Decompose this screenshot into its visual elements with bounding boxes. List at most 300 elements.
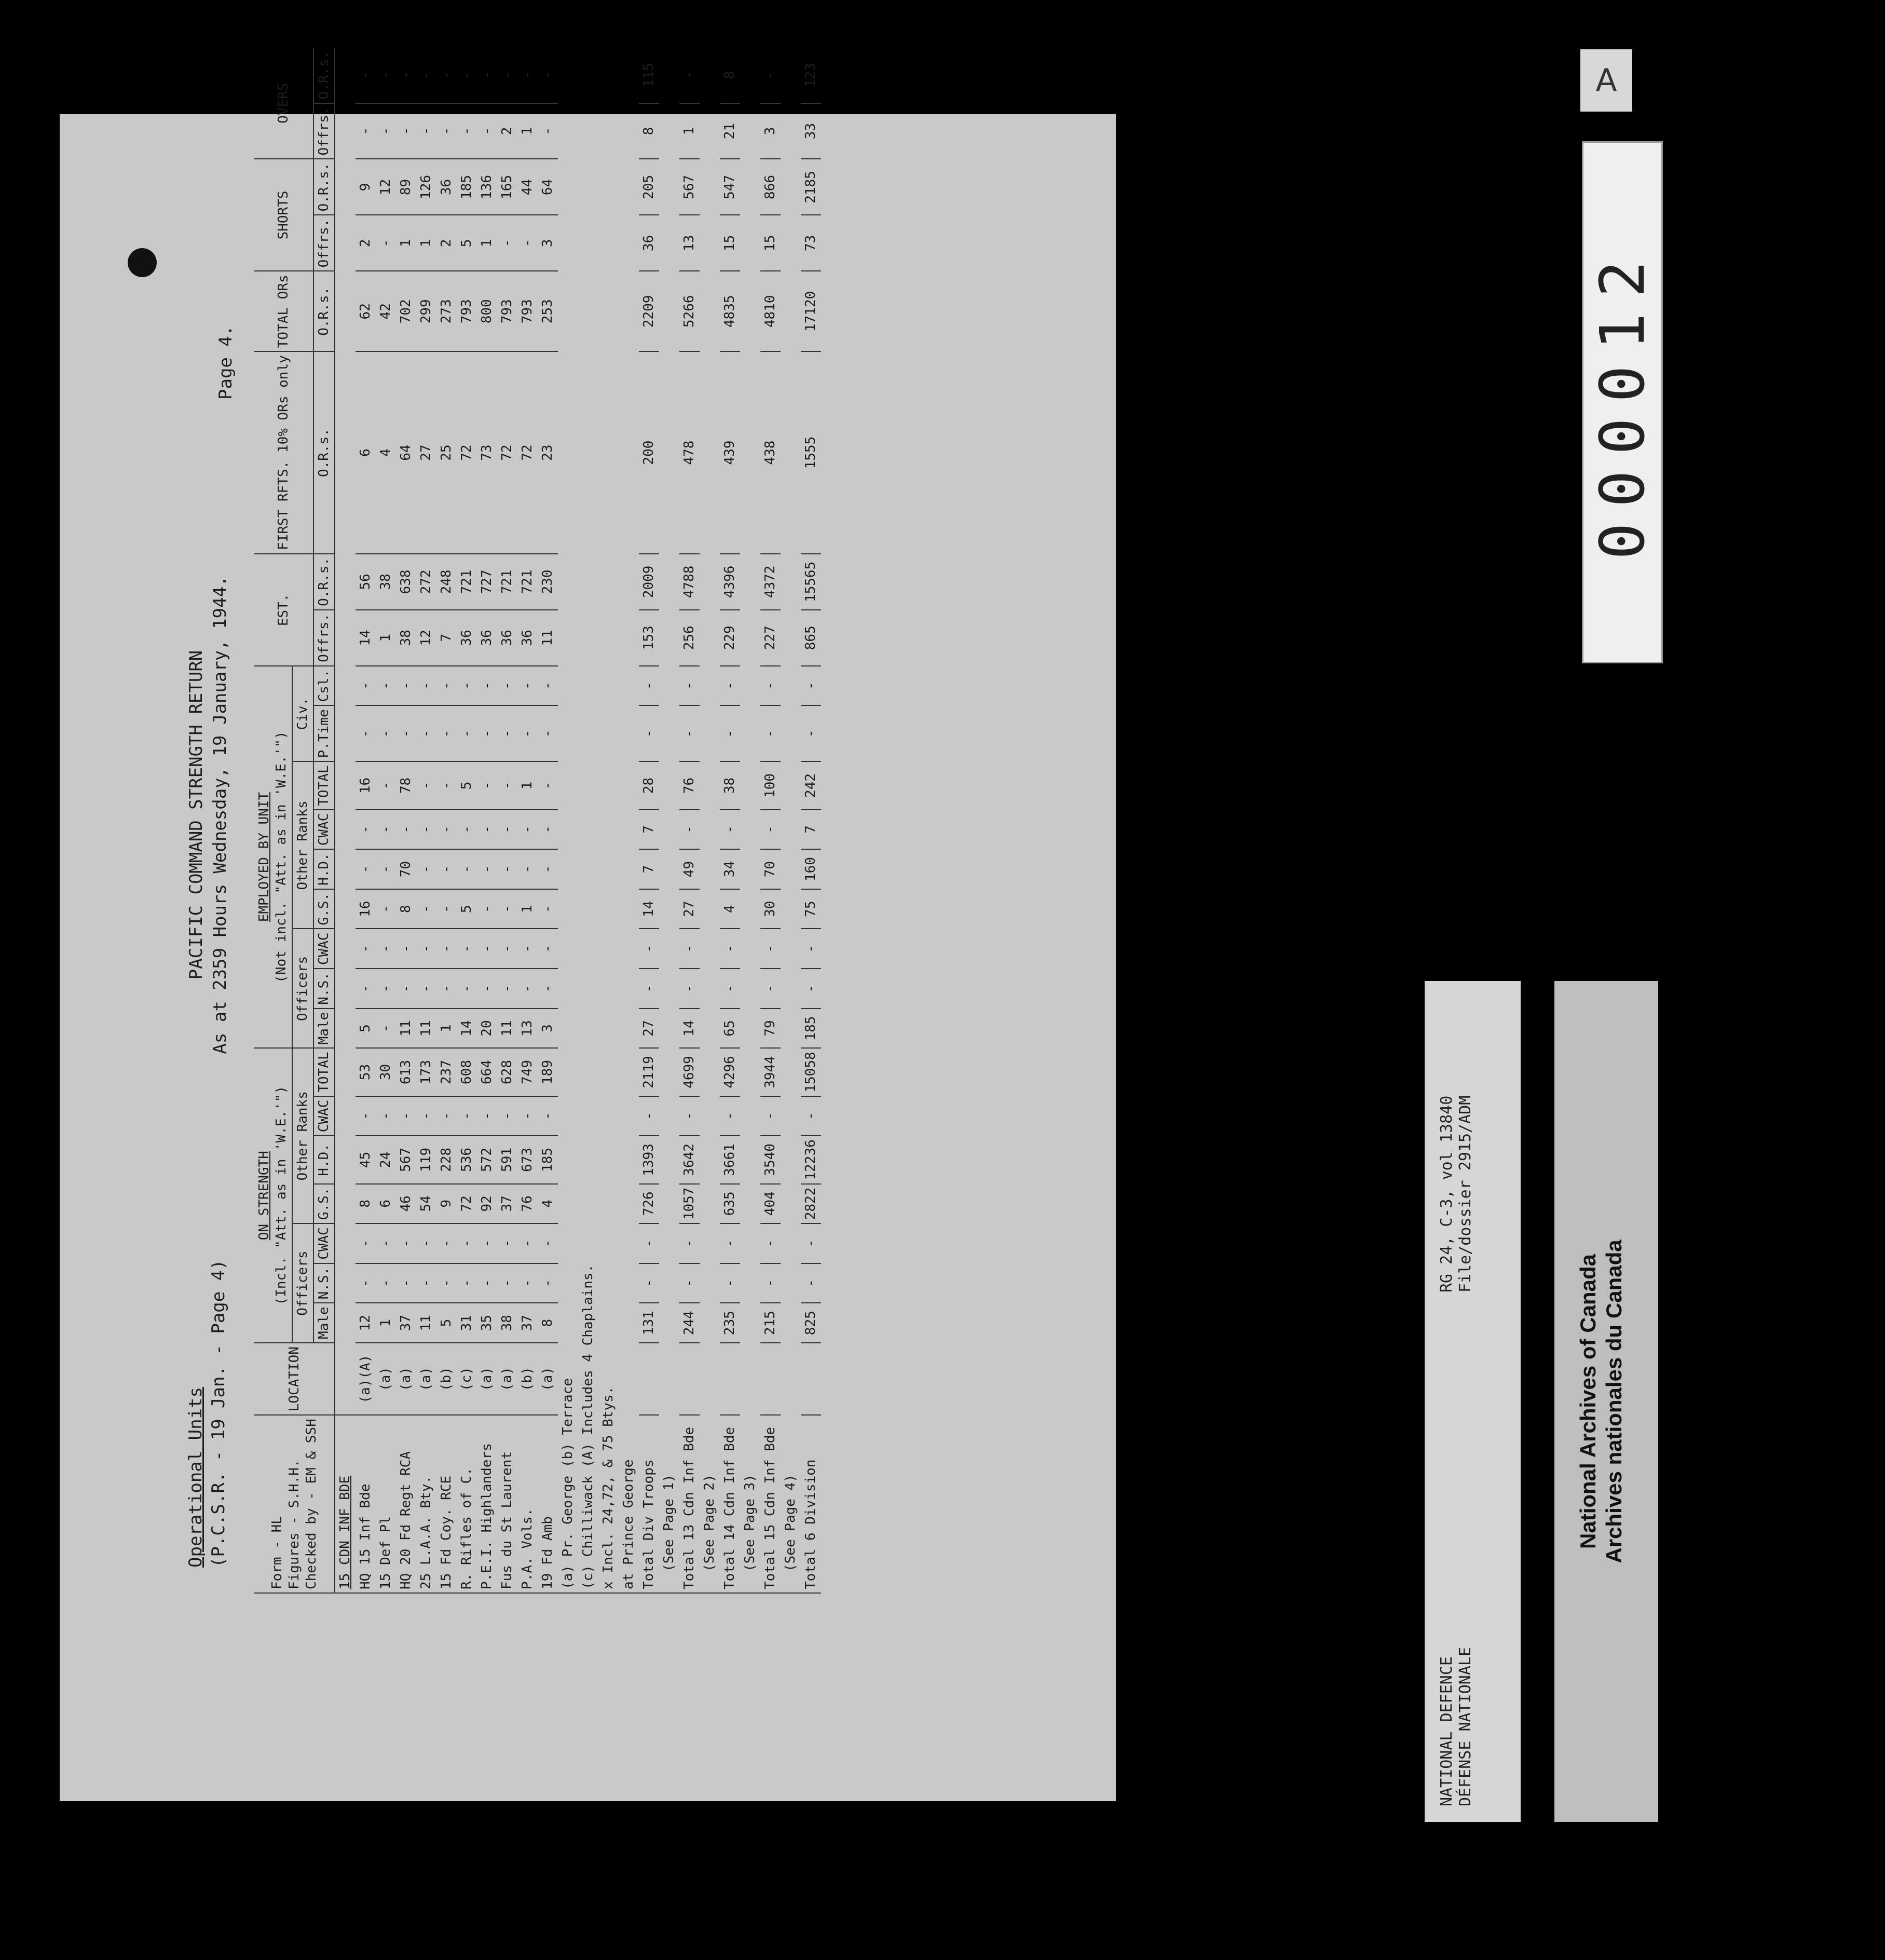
- col-shorts: SHORTS: [254, 159, 313, 271]
- col-hd: H.D.: [313, 1136, 335, 1183]
- unit-row-cell: -: [517, 48, 538, 103]
- total-row-cell: 635: [720, 1184, 740, 1224]
- col-os-officers: Officers: [292, 1223, 313, 1343]
- unit-row-cell: 8: [538, 1303, 558, 1343]
- total-row-cell: -: [720, 1096, 740, 1136]
- header-left-line1: Operational Units: [185, 1387, 206, 1568]
- unit-row-cell: -: [477, 103, 497, 159]
- unit-row-cell: 299: [416, 271, 436, 351]
- unit-row: [477, 48, 497, 1593]
- total-row-cell: 8: [720, 48, 740, 103]
- unit-row-cell: 228: [436, 1136, 457, 1183]
- total-row-cell: -: [679, 969, 700, 1009]
- unit-row-cell: 536: [457, 1136, 477, 1183]
- total-row-cell: 7: [639, 849, 659, 889]
- total-row-label: Total 15 Cdn Inf Bde: [760, 1415, 781, 1593]
- total-row-cell: 27: [639, 1009, 659, 1049]
- total-row-cell: 1057: [679, 1184, 700, 1224]
- unit-row: [396, 48, 416, 1593]
- archive-ref-file: File/dossier 2915/ADM: [1456, 1095, 1474, 1292]
- unit-row-cell: -: [538, 1223, 558, 1263]
- unit-row-cell: -: [497, 705, 517, 761]
- total-row-cell: -: [639, 1223, 659, 1263]
- unit-row-cell: 793: [517, 271, 538, 351]
- total-row-cell: 4396: [720, 554, 740, 610]
- unit-row-cell: -: [416, 849, 436, 889]
- unit-row-cell: -: [497, 929, 517, 969]
- unit-row-cell: -: [477, 1263, 497, 1303]
- unit-row-cell: -: [517, 705, 538, 761]
- note-row: [578, 48, 598, 1593]
- unit-row-cell: 36: [436, 159, 457, 215]
- header-left-line2: (P.C.S.R. - 19 Jan. - Page 4): [208, 1259, 229, 1568]
- unit-row-cell: 36: [517, 610, 538, 666]
- unit-row-cell: -: [436, 1263, 457, 1303]
- unit-row-cell: -: [376, 929, 396, 969]
- unit-row-cell: 230: [538, 554, 558, 610]
- meta-figures: Figures - S.H.H.: [286, 1459, 302, 1589]
- unit-row-cell: -: [376, 849, 396, 889]
- total-row-cell: 5266: [679, 271, 700, 351]
- stamp-tag: A: [1580, 49, 1632, 112]
- archive-dept-en: NATIONAL DEFENCE: [1438, 1656, 1456, 1806]
- unit-row-cell: 173: [416, 1048, 436, 1096]
- unit-row-cell: -: [396, 1263, 416, 1303]
- total-row-cell: 1555: [801, 351, 821, 554]
- unit-row-cell: -: [517, 929, 538, 969]
- col-total-ors: TOTAL ORs: [254, 271, 313, 351]
- unit-row-cell: 56: [356, 554, 376, 610]
- unit-row-cell: 721: [457, 554, 477, 610]
- unit-row-label: P.A. Vols.: [517, 1415, 538, 1593]
- total-row-cell: 70: [760, 849, 781, 889]
- unit-row-location: (b): [436, 1343, 457, 1415]
- unit-row-cell: 1: [396, 215, 416, 271]
- col-offrs: Offrs.: [313, 610, 335, 666]
- total-row: [760, 48, 781, 1593]
- total-row-cell: 547: [720, 159, 740, 215]
- total-row-cell: 4: [720, 889, 740, 929]
- page-number: Page 4.: [215, 325, 236, 400]
- unit-row-cell: 8: [396, 889, 416, 929]
- unit-row-cell: -: [517, 215, 538, 271]
- table-header: [254, 48, 335, 1593]
- page-title: PACIFIC COMMAND STRENGTH RETURN: [186, 650, 207, 980]
- total-row-cell: -: [760, 666, 781, 706]
- unit-row-cell: 185: [538, 1136, 558, 1183]
- unit-row-cell: -: [376, 810, 396, 850]
- unit-row-cell: 8: [356, 1184, 376, 1224]
- total-row-cell: -: [679, 1263, 700, 1303]
- unit-row-cell: -: [477, 1223, 497, 1263]
- unit-row-cell: -: [436, 889, 457, 929]
- total-row-cell: 2119: [639, 1048, 659, 1096]
- total-row-cell: -: [720, 705, 740, 761]
- total-row: [679, 48, 700, 1593]
- unit-row-cell: -: [376, 666, 396, 706]
- col-total: TOTAL: [313, 1048, 335, 1096]
- unit-row-cell: 7: [436, 610, 457, 666]
- unit-row-cell: -: [356, 929, 376, 969]
- unit-row-cell: -: [436, 103, 457, 159]
- unit-row-label: HQ 15 Inf Bde: [356, 1415, 376, 1593]
- total-row-cell: 3661: [720, 1136, 740, 1183]
- col-est: EST.: [254, 554, 313, 666]
- unit-row-cell: -: [436, 1223, 457, 1263]
- unit-row-cell: -: [416, 969, 436, 1009]
- unit-row-cell: -: [538, 103, 558, 159]
- unit-row-cell: 2: [356, 215, 376, 271]
- total-row-cell: 13: [679, 215, 700, 271]
- total-row: [720, 48, 740, 1593]
- unit-row-cell: -: [477, 705, 497, 761]
- unit-row-cell: 248: [436, 554, 457, 610]
- unit-row-cell: 5: [457, 889, 477, 929]
- total-row-cell: -: [801, 1263, 821, 1303]
- total-row-cell: -: [679, 929, 700, 969]
- total-row-cell: -: [801, 666, 821, 706]
- unit-row-cell: 11: [396, 1009, 416, 1049]
- col-ors: O.R.s.: [313, 48, 335, 103]
- total-row-location: [760, 1343, 781, 1415]
- total-row-cell: 229: [720, 610, 740, 666]
- total-row-cell: 185: [801, 1009, 821, 1049]
- unit-row-cell: -: [356, 103, 376, 159]
- unit-row-cell: 72: [457, 351, 477, 554]
- total-row-cell: 227: [760, 610, 781, 666]
- total-sub-row: [740, 48, 760, 1593]
- total-row-location: [801, 1343, 821, 1415]
- unit-row-cell: 64: [538, 159, 558, 215]
- unit-row-cell: -: [396, 48, 416, 103]
- col-male: Male: [313, 1009, 335, 1049]
- unit-row-cell: -: [538, 705, 558, 761]
- total-reference: (See Page 1): [659, 48, 679, 1593]
- unit-row-label: 25 L.A.A. Bty.: [416, 1415, 436, 1593]
- unit-row-cell: -: [436, 48, 457, 103]
- total-sub-row: [781, 48, 801, 1593]
- unit-row-cell: 72: [457, 1184, 477, 1224]
- total-reference: (See Page 3): [740, 48, 760, 1593]
- unit-row-cell: -: [396, 103, 416, 159]
- total-row-cell: 2209: [639, 271, 659, 351]
- unit-row-cell: 2: [497, 103, 517, 159]
- unit-row-cell: -: [356, 48, 376, 103]
- unit-row-cell: -: [477, 889, 497, 929]
- total-row-cell: -: [639, 705, 659, 761]
- total-row-cell: -: [801, 1223, 821, 1263]
- unit-row-cell: 37: [517, 1303, 538, 1343]
- total-row-cell: 478: [679, 351, 700, 554]
- unit-row-cell: 638: [396, 554, 416, 610]
- unit-row-cell: 12: [376, 159, 396, 215]
- unit-row-cell: -: [497, 969, 517, 1009]
- unit-row-location: (a): [396, 1343, 416, 1415]
- unit-row-cell: -: [477, 761, 497, 809]
- col-ns: N.S.: [313, 969, 335, 1009]
- unit-row-cell: -: [376, 761, 396, 809]
- unit-row-cell: -: [517, 1096, 538, 1136]
- unit-row-cell: -: [477, 810, 497, 850]
- unit-row-cell: 78: [396, 761, 416, 809]
- unit-row-cell: 14: [457, 1009, 477, 1049]
- total-row-cell: 160: [801, 849, 821, 889]
- unit-row-cell: -: [477, 849, 497, 889]
- unit-row-label: P.E.I. Highlanders: [477, 1415, 497, 1593]
- unit-row-cell: -: [457, 103, 477, 159]
- total-row-cell: -: [760, 48, 781, 103]
- total-row-cell: 242: [801, 761, 821, 809]
- col-cwac: CWAC: [313, 929, 335, 969]
- unit-row-cell: -: [376, 48, 396, 103]
- unit-row-cell: -: [497, 1223, 517, 1263]
- total-row-cell: 866: [760, 159, 781, 215]
- total-row-cell: 726: [639, 1184, 659, 1224]
- total-row-cell: 131: [639, 1303, 659, 1343]
- table-body: [335, 48, 821, 1593]
- unit-row-cell: 9: [436, 1184, 457, 1224]
- col-gs: G.S.: [313, 889, 335, 929]
- total-row-label: Total 13 Cdn Inf Bde: [679, 1415, 700, 1593]
- total-row-cell: -: [801, 929, 821, 969]
- unit-row-cell: -: [477, 48, 497, 103]
- total-row-cell: -: [679, 666, 700, 706]
- unit-row-cell: -: [436, 849, 457, 889]
- unit-row: [436, 48, 457, 1593]
- unit-row-cell: -: [396, 1223, 416, 1263]
- total-row-cell: -: [639, 666, 659, 706]
- archive-reference-plate: [1425, 981, 1521, 1822]
- unit-row-cell: 126: [416, 159, 436, 215]
- total-row-cell: 200: [639, 351, 659, 554]
- unit-row-cell: 673: [517, 1136, 538, 1183]
- col-ors: O.R.s.: [313, 351, 335, 554]
- unit-row-cell: -: [416, 103, 436, 159]
- unit-row-location: (a): [497, 1343, 517, 1415]
- unit-row-cell: 73: [477, 351, 497, 554]
- unit-row-cell: -: [517, 1263, 538, 1303]
- total-row-cell: 2009: [639, 554, 659, 610]
- unit-row-cell: -: [396, 705, 416, 761]
- total-row-cell: 75: [801, 889, 821, 929]
- total-row-cell: 49: [679, 849, 700, 889]
- unit-row-cell: -: [538, 1263, 558, 1303]
- unit-row-cell: 23: [538, 351, 558, 554]
- unit-row: [416, 48, 436, 1593]
- unit-row-cell: 664: [477, 1048, 497, 1096]
- unit-row-cell: -: [416, 1096, 436, 1136]
- total-row-cell: -: [760, 969, 781, 1009]
- unit-row-cell: -: [457, 929, 477, 969]
- total-row-cell: -: [679, 1096, 700, 1136]
- unit-row-cell: -: [436, 705, 457, 761]
- unit-row-cell: -: [497, 1263, 517, 1303]
- unit-row-cell: -: [416, 1263, 436, 1303]
- unit-row-cell: -: [497, 810, 517, 850]
- footnote: at Prince George: [619, 48, 639, 1593]
- unit-row-cell: 165: [497, 159, 517, 215]
- unit-row-cell: 272: [416, 554, 436, 610]
- page-subtitle: As at 2359 Hours Wednesday, 19 January, 1944.: [210, 576, 230, 1054]
- unit-row-cell: 38: [396, 610, 416, 666]
- unit-row-cell: 1: [477, 215, 497, 271]
- unit-row-cell: -: [497, 48, 517, 103]
- unit-row-label: 15 Fd Coy. RCE: [436, 1415, 457, 1593]
- unit-row-cell: 253: [538, 271, 558, 351]
- unit-row-cell: 1: [376, 610, 396, 666]
- total-row-cell: 3540: [760, 1136, 781, 1183]
- total-row-cell: 7: [639, 810, 659, 850]
- unit-row-location: (a): [416, 1343, 436, 1415]
- total-row-cell: 865: [801, 610, 821, 666]
- unit-row-cell: 62: [356, 271, 376, 351]
- total-row-cell: 4835: [720, 271, 740, 351]
- col-ors: O.R.s.: [313, 554, 335, 610]
- col-overs: OVERS: [254, 48, 313, 159]
- unit-row-cell: 16: [356, 761, 376, 809]
- col-ns: N.S.: [313, 1263, 335, 1303]
- unit-row-cell: -: [376, 1096, 396, 1136]
- unit-row-cell: -: [457, 1223, 477, 1263]
- unit-row-cell: -: [436, 929, 457, 969]
- unit-row-cell: 628: [497, 1048, 517, 1096]
- unit-row-cell: 14: [356, 610, 376, 666]
- unit-row-cell: -: [477, 666, 497, 706]
- footnote: (c) Chilliwack (A) Includes 4 Chaplains.: [578, 48, 598, 1593]
- col-cwac: CWAC: [313, 810, 335, 850]
- total-row-cell: 73: [801, 215, 821, 271]
- total-row-cell: -: [639, 929, 659, 969]
- total-sub-row: [700, 48, 720, 1593]
- total-row-cell: 153: [639, 610, 659, 666]
- unit-row-cell: 608: [457, 1048, 477, 1096]
- total-row-cell: 15058: [801, 1048, 821, 1096]
- unit-row-cell: -: [356, 1263, 376, 1303]
- unit-row-cell: -: [538, 1096, 558, 1136]
- total-row-cell: -: [801, 1096, 821, 1136]
- unit-row-cell: -: [538, 761, 558, 809]
- page-title-block: [184, 478, 232, 1152]
- unit-row-cell: 13: [517, 1009, 538, 1049]
- unit-row-cell: 24: [376, 1136, 396, 1183]
- unit-row-cell: -: [497, 666, 517, 706]
- unit-row-cell: 12: [416, 610, 436, 666]
- unit-row-cell: -: [416, 929, 436, 969]
- col-employed: EMPLOYED BY UNIT (Not incl. "Att. as in 'W.E.'"): [254, 666, 292, 1049]
- total-row-location: [720, 1343, 740, 1415]
- total-row-cell: -: [720, 929, 740, 969]
- unit-row-cell: -: [376, 1223, 396, 1263]
- unit-row-cell: 92: [477, 1184, 497, 1224]
- total-row-cell: 3642: [679, 1136, 700, 1183]
- unit-row-cell: -: [416, 889, 436, 929]
- unit-row-cell: -: [457, 666, 477, 706]
- total-row-cell: 439: [720, 351, 740, 554]
- unit-row-cell: -: [376, 705, 396, 761]
- archive-name-fr: Archives nationales du Canada: [1602, 1240, 1626, 1563]
- unit-row-cell: 1: [436, 1009, 457, 1049]
- unit-row-location: (a): [477, 1343, 497, 1415]
- total-row-cell: 8: [639, 103, 659, 159]
- unit-row-cell: 1: [517, 103, 538, 159]
- unit-row-location: (b): [517, 1343, 538, 1415]
- unit-row-cell: -: [497, 215, 517, 271]
- unit-row: [356, 48, 376, 1593]
- unit-row-cell: -: [396, 969, 416, 1009]
- unit-row-cell: -: [356, 810, 376, 850]
- footnote: (a) Pr. George (b) Terrace: [558, 48, 578, 1593]
- unit-row-cell: 2: [436, 215, 457, 271]
- unit-row-cell: -: [497, 849, 517, 889]
- unit-row-cell: 54: [416, 1184, 436, 1224]
- total-row-cell: 115: [639, 48, 659, 103]
- total-row-cell: 4810: [760, 271, 781, 351]
- unit-row-cell: -: [376, 969, 396, 1009]
- total-row-cell: 15: [720, 215, 740, 271]
- total-row-cell: 4788: [679, 554, 700, 610]
- unit-row-cell: 5: [436, 1303, 457, 1343]
- unit-row-label: HQ 20 Fd Regt RCA: [396, 1415, 416, 1593]
- unit-row-cell: 613: [396, 1048, 416, 1096]
- total-row-cell: 3944: [760, 1048, 781, 1096]
- unit-row-cell: 37: [396, 1303, 416, 1343]
- total-row-cell: 30: [760, 889, 781, 929]
- unit-row-cell: -: [356, 1096, 376, 1136]
- strength-table: [254, 48, 821, 1594]
- unit-row-cell: -: [538, 48, 558, 103]
- unit-row-cell: 11: [416, 1303, 436, 1343]
- unit-row-cell: 5: [457, 215, 477, 271]
- unit-row-cell: -: [538, 929, 558, 969]
- total-row-cell: 235: [720, 1303, 740, 1343]
- unit-row-cell: -: [457, 1096, 477, 1136]
- col-ptime: P.Time: [313, 705, 335, 761]
- unit-row-cell: -: [457, 849, 477, 889]
- total-row-cell: -: [679, 1223, 700, 1263]
- unit-row-cell: 721: [517, 554, 538, 610]
- unit-row-cell: 3: [538, 1009, 558, 1049]
- unit-row-cell: -: [538, 666, 558, 706]
- unit-row-cell: -: [436, 969, 457, 1009]
- total-row-cell: 14: [679, 1009, 700, 1049]
- total-row-location: [639, 1343, 659, 1415]
- total-row-cell: 825: [801, 1303, 821, 1343]
- total-row-cell: 100: [760, 761, 781, 809]
- unit-row-cell: 20: [477, 1009, 497, 1049]
- total-row-cell: -: [679, 705, 700, 761]
- total-row-cell: -: [760, 705, 781, 761]
- unit-row-cell: -: [457, 969, 477, 1009]
- unit-row-cell: 6: [356, 351, 376, 554]
- total-row-cell: 17120: [801, 271, 821, 351]
- unit-row-cell: 800: [477, 271, 497, 351]
- total-row-cell: 27: [679, 889, 700, 929]
- unit-row-location: (a): [538, 1343, 558, 1415]
- unit-row-cell: 591: [497, 1136, 517, 1183]
- col-os-other-ranks: Other Ranks: [292, 1048, 313, 1223]
- unit-row-cell: 36: [477, 610, 497, 666]
- total-row-cell: 123: [801, 48, 821, 103]
- unit-row-cell: 76: [517, 1184, 538, 1224]
- unit-row-cell: 5: [356, 1009, 376, 1049]
- meta-form: Form - HL: [269, 1516, 285, 1589]
- total-row-cell: 34: [720, 849, 740, 889]
- total-row-cell: 79: [760, 1009, 781, 1049]
- unit-row-cell: -: [396, 666, 416, 706]
- unit-row-cell: -: [477, 929, 497, 969]
- meta-checked: Checked by - EM & SSH: [303, 1419, 319, 1589]
- total-row-cell: -: [720, 666, 740, 706]
